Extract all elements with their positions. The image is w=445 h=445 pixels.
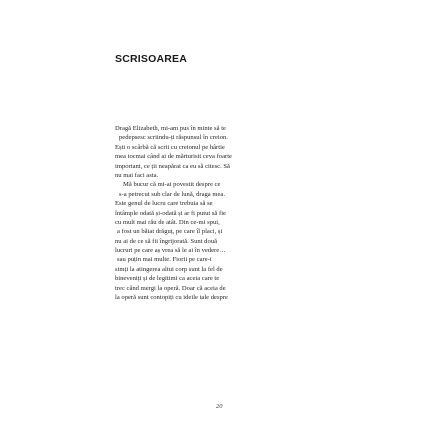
text-line: bineveniți și de legitimi ca aceia care te xyxy=(115,275,220,283)
text-line: simți la atingerea altui corp sunt la fel de xyxy=(115,265,223,273)
text-line: s-a petrecut sub clar de lună, draga mea. xyxy=(119,190,225,198)
text-line: pedepsesc scriindu-ți răspunsul în creion. xyxy=(119,134,228,142)
text-line: sau puțin mai multe. Fiorii pe care-i xyxy=(117,256,212,264)
text-line: Ești o scârbă că scrii cu creionul pe hârtie xyxy=(115,143,225,151)
text-line: la operă sunt contopiți cu ideile tale despre xyxy=(115,294,228,302)
text-line: nu mai faci asta. xyxy=(115,171,159,179)
page-number: 20 xyxy=(216,403,223,410)
text-line: nu ai de ce să fii îngrijorată. Sunt două xyxy=(115,237,217,245)
text-line: Este genul de lucru care trebuia să se xyxy=(115,200,213,208)
text-line: trec când mergi la operă. Doar că aceia de xyxy=(115,284,226,292)
chapter-title: SCRISOAREA xyxy=(115,53,188,65)
text-line: a fost un băiat drăguț, pe care îl placi, și xyxy=(117,228,223,236)
letter-body xyxy=(115,124,355,302)
text-line: Dragă Elizabeth, mi-am pus în minte să te xyxy=(115,125,226,132)
text-line: lucruri pe care aș vrea să le ai în vedere… xyxy=(115,247,226,255)
text-line: întâmple odată și-odată și ar fi putut să fie xyxy=(115,209,226,217)
text-line: mea tocmai când ai de mărturisit ceva foarte xyxy=(115,153,232,161)
text-line: Mă bucur că mi-ai povestit despre ce xyxy=(123,181,221,189)
text-line: cu mult mai rău de atât. Din ce-mi spui, xyxy=(115,218,220,226)
text-line: important, ce ții neapărat ca eu să citesc. Să xyxy=(115,162,230,170)
